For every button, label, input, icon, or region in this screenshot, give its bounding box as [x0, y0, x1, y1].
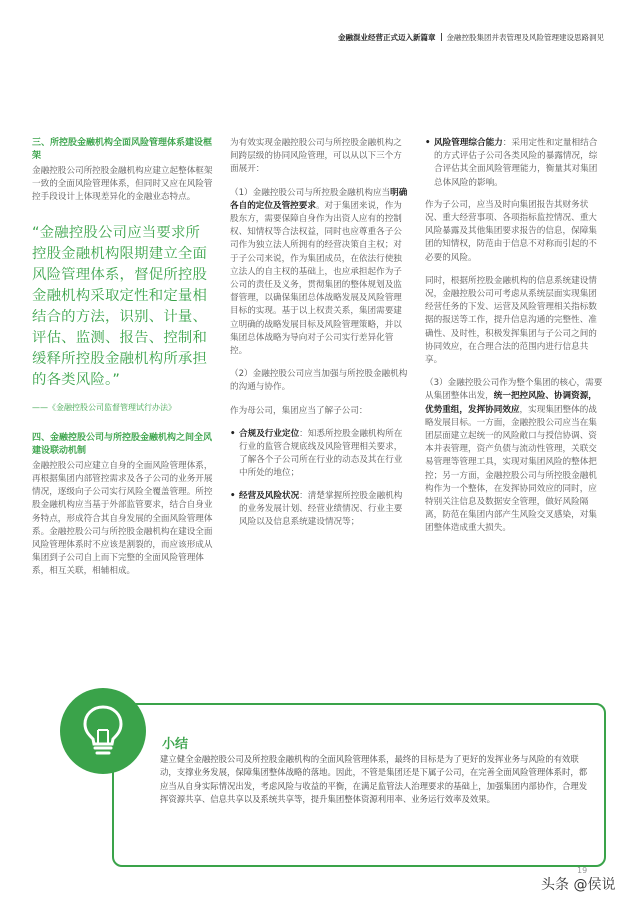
- bullet-risk-capability-body: ：采用定性和定量相结合的方式评估子公司各类风险的暴露情况，综合评估其全面风险管理能力，衡量其对集团总体风险的影响。: [434, 138, 598, 188]
- header-separator: [441, 33, 442, 41]
- summary-box: [112, 703, 606, 867]
- paragraph-4: 作为子公司，应当及时向集团报告其财务状况、重大经营事项、各项指标监控情况、重大风险暴露及其他集团要求报告的信息，保障集团的知情权，防范由于信息不对称而引起的不必要的风险。: [425, 199, 597, 263]
- bullet-compliance-bold: 合规及行业定位: [239, 428, 300, 439]
- bullet-operations-body: ：清楚掌握所控股金融机构的业务发展计划、经营业绩情况、行业主要风险以及信息系统建设情况等；: [239, 490, 403, 528]
- bullet-operations-bold: 经营及风险状况: [239, 490, 300, 501]
- summary-title: 小结: [162, 737, 189, 752]
- bullet-operations-text: [239, 490, 408, 530]
- bullet-dot: •: [230, 428, 236, 439]
- paragraph-6: [425, 377, 605, 535]
- column-middle: [230, 137, 408, 538]
- paragraph-3: 作为母公司，集团应当了解子公司：: [230, 405, 368, 416]
- column-left: [32, 137, 214, 589]
- bullet-operations: [230, 490, 408, 530]
- intro-paragraph: 为有效实现金融控股公司与所控股金融机构之间跨层级的协同风险管理，可以从以下三个方面展开：: [230, 138, 402, 175]
- paragraph-1-bold: 明确各自的定位及管控要求: [230, 187, 408, 211]
- bullet-compliance-body: ：知悉所控股金融机构所在行业的监管合规底线及风险管理相关要求，了解各个子公司所在行业的动态及其在行业中所处的地位；: [239, 428, 403, 479]
- header-left: 金融混业经营正式迈入新篇章: [338, 33, 436, 42]
- paragraph-6-pre: （3）金融控股公司作为整个集团的核心，需要从集团整体出发，: [425, 378, 603, 402]
- header-right: 金融控股集团并表管理及风险管理建设思路洞见: [446, 33, 604, 42]
- section4-text: 金融控股公司应建立自身的全面风险管理体系，再根据集团内部管控需求及各子公司的业务开展情况，逐级向子公司实行风险全覆盖管理。所控股金融机构应当基于外部监管要求，结合自身业务特点，形成符合其自身发展的全面风险管理体系。金融控股公司与所控股金融机构在建设全面风险管理体系时不应该是割裂的，而应该形成从集团到子公司自上而下完整的全面风险管理体系，相互关联，相辅相成。: [32, 460, 213, 577]
- running-header: [338, 32, 604, 43]
- paragraph-6-bold: 统一把控风险、协调资源，优势重组，发挥协同效应: [425, 391, 597, 415]
- section4-title: 四、金融控股公司与所控股金融机构之间全风建设联动机制: [32, 432, 213, 456]
- paragraph-1-post: 。对于集团来说，作为股东方，需要保障自身作为出资人应有的控制权、知情权等合法权益，同时也应尊重各子公司作为独立法人所拥有的经营决策自主权；对于子公司来说，作为集团成员，在依法行使独立法人的自主权的基础上，也应承担起作为子公司的责任及义务，贯彻集团的整体规划及监督管理，以确保集团总体战略发展及风险管理目标的实现。基于以上权责关系，集团需要建立明确的战略发展目标及风险管理策略，并以集团总体战略为导向对子公司实行差异化管控。: [230, 200, 402, 357]
- bullet-compliance-text: [239, 428, 408, 481]
- watermark: 头条 @侯说: [541, 877, 616, 893]
- paragraph-1-pre: （1）金融控股公司与所控股金融机构应当: [230, 187, 391, 198]
- bullet-dot: •: [425, 138, 431, 148]
- paragraph-2: （2）金融控股公司应当加强与所控股金融机构的沟通与协作。: [230, 369, 408, 393]
- paragraph-1: [230, 187, 408, 359]
- lightbulb-badge: [60, 688, 146, 774]
- lightbulb-icon: [80, 704, 126, 758]
- page-number: 19: [577, 866, 588, 875]
- bullet-risk-capability-bold: 风险管理综合能力: [434, 138, 503, 148]
- bullet-compliance: [230, 428, 408, 481]
- bullet-risk-capability: [425, 137, 605, 190]
- paragraph-5: 同时，根据所控股金融机构的信息系统建设情况，金融控股公司可考虑从系统层面实现集团经营任务的下发、运营及风险管理相关指标数据的报送等工作，提升信息沟通的完整性、准确性、及时性，积极发挥集团与子公司之间的协同效应，在合理合法的范围内进行信息共享。: [425, 275, 597, 366]
- section3-text: 金融控股公司所控股金融机构应建立起整体框架一致的全面风险管理体系，但同时又应在风险管控手段设计上体现差异化的金融业态特点。: [32, 166, 213, 203]
- bullet-dot: •: [230, 490, 236, 501]
- quote-source: ——《金融控股公司监督管理试行办法》: [32, 402, 176, 412]
- bullet-risk-capability-text: [434, 137, 605, 190]
- paragraph-6-post: ，实现集团整体的战略发展目标。一方面，金融控股公司应当在集团层面建立起统一的风险敞口与授信协调、资本并表管理，资产负债与流动性管理，关联交易管理等管理工具，实现对集团风险的整体把控；另一方面，金融控股公司与所控股金融机构作为一个整体，在发挥协同效应的同时，应特别关注信息及数据安全管理，做好风险隔离，防范在集团内部产生风险交叉感染，对集团整体造成重大损失。: [425, 404, 597, 534]
- section3-title: 三、所控股金融机构全面风险管理体系建设框架: [32, 138, 213, 161]
- pull-quote: “金融控股公司应当要求所控股金融机构限期建立全面风险管理体系，督促所控股金融机构采取定性和定量相结合的方法，识别、计量、评估、监测、报告、控制和缓释所控股金融机构所承担的各类风险。”: [32, 224, 208, 388]
- column-right: [425, 137, 605, 546]
- summary-text: 建立健全金融控股公司及所控股金融机构的全面风险管理体系，最终的目标是为了更好的发挥业务与风险的有效联动，支撑业务发展，保障集团整体战略的落地。因此，不管是集团还是下属子公司，在完善全面风险管理体系时，都应当从自身实际情况出发，考虑风险与收益的平衡，在满足监管法人治理要求的基础上，加强集团内部协作，合理发挥资源共享、信息共享以及系统共享等，提升集团整体资源利用率、业务运行效率及效果。: [160, 754, 588, 805]
